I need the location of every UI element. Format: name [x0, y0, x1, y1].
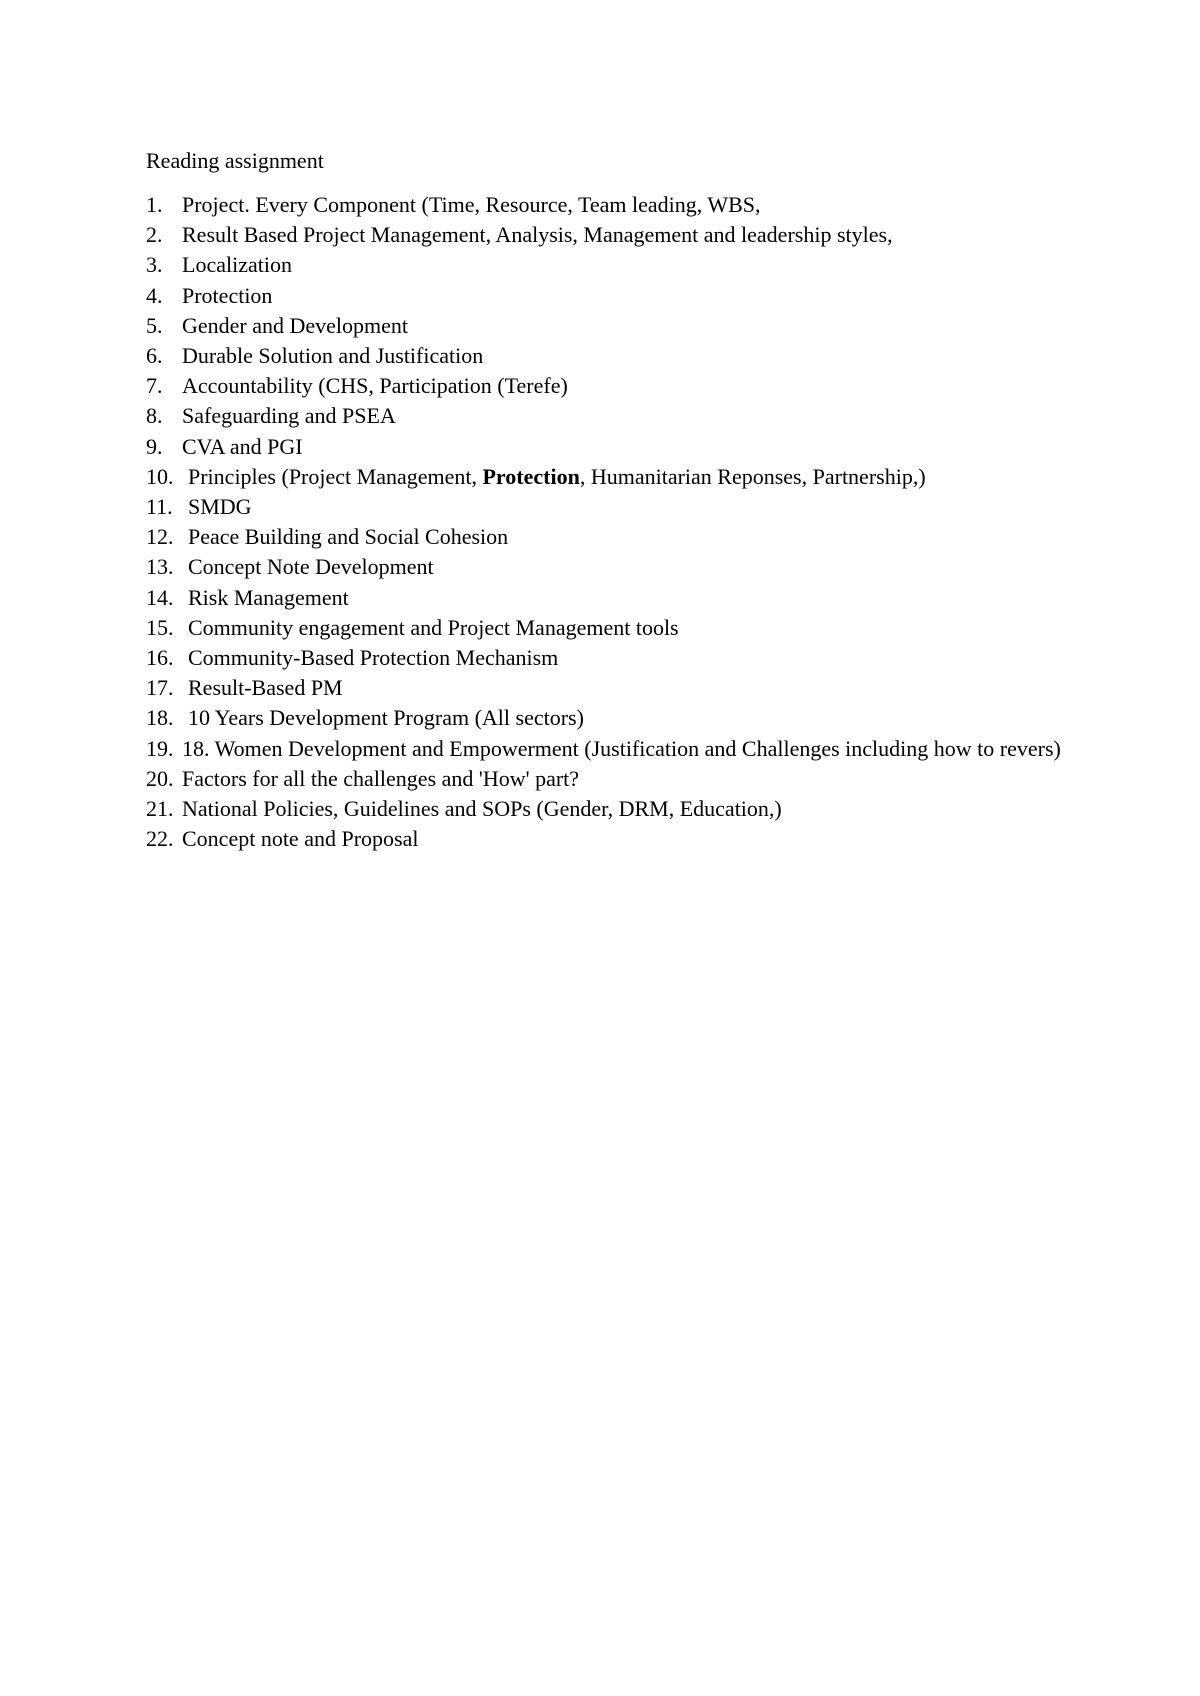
list-item-text: Concept note and Proposal [182, 826, 419, 852]
list-item [146, 190, 1076, 220]
list-item [146, 764, 1076, 794]
list-item [146, 522, 1076, 552]
list-item-text: 10 Years Development Program (All sectors) [188, 705, 584, 731]
list-item-text-part: , Humanitarian Reponses, Partnership,) [579, 463, 926, 489]
list-item [146, 643, 1076, 673]
list-item-text: Factors for all the challenges and 'How' part? [182, 765, 580, 791]
list-item-number: 13. [146, 554, 174, 580]
list-item [146, 341, 1076, 371]
list-item-number: 16. [146, 645, 174, 671]
reading-list [146, 190, 1076, 854]
list-item-text: Result Based Project Management, Analysis, Management and leadership styles, [182, 222, 893, 248]
list-item [146, 371, 1076, 401]
list-item [146, 432, 1076, 462]
list-item-number: 9. [146, 433, 163, 459]
list-item-text: Gender and Development [182, 312, 409, 338]
list-item-text: Concept Note Development [188, 554, 434, 580]
list-item-text: Result-Based PM [188, 675, 343, 701]
list-item-text: Community-Based Protection Mechanism [188, 645, 559, 671]
document-heading: Reading assignment [146, 148, 324, 173]
list-item-number: 8. [146, 403, 163, 429]
list-item-text: Safeguarding and PSEA [182, 403, 396, 429]
list-item-number: 12. [146, 524, 174, 550]
list-item-number: 1. [146, 192, 163, 217]
list-item [146, 552, 1076, 582]
list-item [146, 673, 1076, 703]
list-item [146, 492, 1076, 522]
list-item-number: 5. [146, 312, 163, 338]
list-item [146, 734, 1076, 764]
list-item-number: 17. [146, 675, 174, 701]
list-item-text: Protection [182, 282, 273, 308]
list-item [146, 281, 1076, 311]
list-item-text: Community engagement and Project Management tools [188, 614, 679, 640]
list-item [146, 703, 1076, 733]
list-item-number: 14. [146, 584, 174, 610]
list-item-number: 22. [146, 826, 174, 852]
list-item-number: 4. [146, 282, 163, 308]
list-item-text: Risk Management [188, 584, 349, 610]
list-item-number: 19. [146, 735, 174, 761]
list-item-text [188, 462, 1076, 492]
list-item-text: SMDG [188, 494, 252, 520]
list-item-text: Peace Building and Social Cohesion [188, 524, 509, 550]
list-item-number: 10. [146, 463, 174, 489]
list-item-number: 11. [146, 494, 173, 520]
list-item-text: CVA and PGI [182, 433, 303, 459]
list-item [146, 220, 1076, 250]
list-item-number: 15. [146, 614, 174, 640]
list-item-number: 7. [146, 373, 163, 399]
list-item-number: 2. [146, 222, 163, 248]
list-item-number: 20. [146, 765, 174, 791]
list-item-number: 18. [146, 705, 174, 731]
list-item-text: Project. Every Component (Time, Resource, Team leading, WBS, [182, 192, 761, 217]
list-item [146, 583, 1076, 613]
list-item [146, 462, 1076, 492]
list-item-number: 21. [146, 796, 174, 822]
list-item-bold-text: Protection [482, 463, 580, 489]
list-item-text: Durable Solution and Justification [182, 343, 484, 369]
list-item-text: Accountability (CHS, Participation (Terefe) [182, 373, 568, 399]
list-item-text: 18. Women Development and Empowerment (Justification and Challenges including how to revers) [182, 735, 1061, 761]
list-item [146, 613, 1076, 643]
list-item-text: National Policies, Guidelines and SOPs (Gender, DRM, Education,) [182, 796, 782, 822]
list-item-text-part: Principles (Project Management, [188, 463, 483, 489]
list-item [146, 250, 1076, 280]
list-item [146, 401, 1076, 431]
list-item-text: Localization [182, 252, 292, 278]
list-item [146, 311, 1076, 341]
list-item [146, 824, 1076, 854]
list-item-number: 6. [146, 343, 163, 369]
list-item-number: 3. [146, 252, 163, 278]
list-item [146, 794, 1076, 824]
